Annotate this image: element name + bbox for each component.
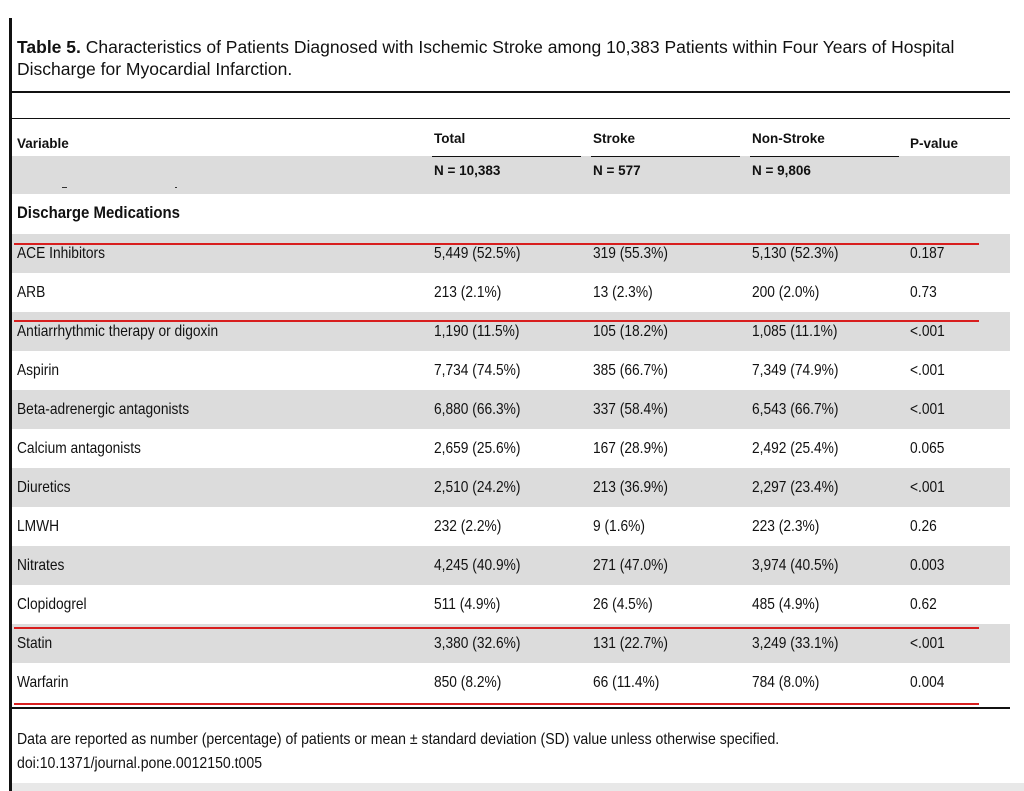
cell-total: 6,880 (66.3%) [434, 401, 521, 418]
cell-p-value: <.001 [910, 362, 945, 379]
cell-non-stroke: 485 (4.9%) [752, 596, 820, 613]
table-row [12, 585, 1010, 624]
table-row [12, 429, 1010, 468]
cell-p-value: <.001 [910, 401, 945, 418]
red-underline-annotation [14, 703, 979, 705]
cell-stroke: 167 (28.9%) [593, 440, 668, 457]
header-top-rule [12, 118, 1010, 119]
cell-non-stroke: 5,130 (52.3%) [752, 245, 839, 262]
stroke-header-underline [591, 156, 740, 157]
cell-total: 4,245 (40.9%) [434, 557, 521, 574]
non-stroke-header-underline [750, 156, 899, 157]
column-header-total: Total [434, 131, 466, 146]
cell-total: 232 (2.2%) [434, 518, 502, 535]
cell-stroke: 9 (1.6%) [593, 518, 646, 535]
table-footnote: Data are reported as number (percentage) of patients or mean ± standard deviation (SD) value unless otherwise specified. [17, 731, 780, 748]
scan-artifact-mark [62, 187, 67, 188]
cell-total: 1,190 (11.5%) [434, 323, 520, 340]
cell-stroke: 213 (36.9%) [593, 479, 668, 496]
page-bottom-strip [12, 783, 1024, 791]
table-row [12, 312, 1010, 351]
cell-total: 2,510 (24.2%) [434, 479, 521, 496]
cell-variable: Clopidogrel [17, 596, 87, 613]
cell-stroke: 337 (58.4%) [593, 401, 668, 418]
cell-variable: Calcium antagonists [17, 440, 141, 457]
scan-artifact-mark [175, 187, 177, 188]
cell-p-value: 0.187 [910, 245, 945, 262]
cell-stroke: 105 (18.2%) [593, 323, 668, 340]
cell-variable: ARB [17, 284, 46, 301]
table-footnote-block [17, 728, 779, 776]
cell-non-stroke: 223 (2.3%) [752, 518, 820, 535]
table-caption-label: Table 5. [17, 37, 81, 57]
table-row [12, 624, 1010, 663]
section-heading: Discharge Medications [17, 203, 180, 222]
cell-non-stroke: 3,249 (33.1%) [752, 635, 839, 652]
cell-p-value: 0.73 [910, 284, 937, 301]
table-header [12, 120, 1010, 194]
table-row [12, 390, 1010, 429]
cell-variable: Antiarrhythmic therapy or digoxin [17, 323, 219, 340]
cell-p-value: 0.003 [910, 557, 945, 574]
cell-total: 850 (8.2%) [434, 674, 502, 691]
cell-stroke: 66 (11.4%) [593, 674, 660, 691]
non-stroke-n: N = 9,806 [752, 163, 811, 178]
cell-variable: Statin [17, 635, 53, 652]
cell-variable: Diuretics [17, 479, 71, 496]
red-underline-annotation [14, 243, 979, 245]
cell-non-stroke: 7,349 (74.9%) [752, 362, 839, 379]
cell-variable: Aspirin [17, 362, 60, 379]
cell-stroke: 319 (55.3%) [593, 245, 668, 262]
table-row [12, 546, 1010, 585]
cell-total: 2,659 (25.6%) [434, 440, 521, 457]
cell-total: 5,449 (52.5%) [434, 245, 521, 262]
cell-non-stroke: 2,492 (25.4%) [752, 440, 839, 457]
cell-variable: ACE Inhibitors [17, 245, 105, 262]
total-n: N = 10,383 [434, 163, 501, 178]
cell-stroke: 271 (47.0%) [593, 557, 668, 574]
cell-p-value: 0.065 [910, 440, 945, 457]
cell-p-value: <.001 [910, 323, 945, 340]
column-header-non-stroke: Non-Stroke [752, 131, 825, 146]
cell-p-value: 0.62 [910, 596, 937, 613]
cell-non-stroke: 200 (2.0%) [752, 284, 820, 301]
table-caption [17, 36, 1007, 80]
stroke-n: N = 577 [593, 163, 641, 178]
cell-stroke: 131 (22.7%) [593, 635, 668, 652]
table-row [12, 507, 1010, 546]
table-row [12, 468, 1010, 507]
table-row [12, 663, 1010, 702]
cell-p-value: 0.004 [910, 674, 945, 691]
column-header-variable: Variable [17, 136, 69, 151]
cell-non-stroke: 3,974 (40.5%) [752, 557, 839, 574]
red-underline-annotation [14, 320, 979, 322]
cell-total: 511 (4.9%) [434, 596, 501, 613]
table-row [12, 273, 1010, 312]
cell-variable: Nitrates [17, 557, 65, 574]
cell-total: 3,380 (32.6%) [434, 635, 521, 652]
header-shade [12, 156, 1010, 194]
cell-non-stroke: 6,543 (66.7%) [752, 401, 839, 418]
top-rule [12, 91, 1010, 93]
cell-variable: Warfarin [17, 674, 69, 691]
doi-text: doi:10.1371/journal.pone.0012150.t005 [17, 755, 263, 772]
cell-stroke: 13 (2.3%) [593, 284, 653, 301]
cell-variable: Beta-adrenergic antagonists [17, 401, 190, 418]
cell-total: 213 (2.1%) [434, 284, 502, 301]
column-header-p-value: P-value [910, 136, 959, 151]
red-underline-annotation [14, 627, 979, 629]
cell-non-stroke: 1,085 (11.1%) [752, 323, 838, 340]
table-caption-text: Characteristics of Patients Diagnosed with Ischemic Stroke among 10,383 Patients within Four Years of Hospital Discharge for Myocardial Infarction. [17, 37, 955, 79]
cell-variable: LMWH [17, 518, 60, 535]
cell-stroke: 385 (66.7%) [593, 362, 668, 379]
total-header-underline [432, 156, 581, 157]
cell-p-value: 0.26 [910, 518, 937, 535]
cell-stroke: 26 (4.5%) [593, 596, 653, 613]
table-row [12, 351, 1010, 390]
column-header-stroke: Stroke [593, 131, 636, 146]
cell-non-stroke: 784 (8.0%) [752, 674, 820, 691]
cell-non-stroke: 2,297 (23.4%) [752, 479, 839, 496]
table-body [12, 234, 1010, 702]
cell-p-value: <.001 [910, 479, 945, 496]
cell-p-value: <.001 [910, 635, 945, 652]
bottom-rule [12, 707, 1010, 709]
cell-total: 7,734 (74.5%) [434, 362, 521, 379]
table-row [12, 234, 1010, 273]
